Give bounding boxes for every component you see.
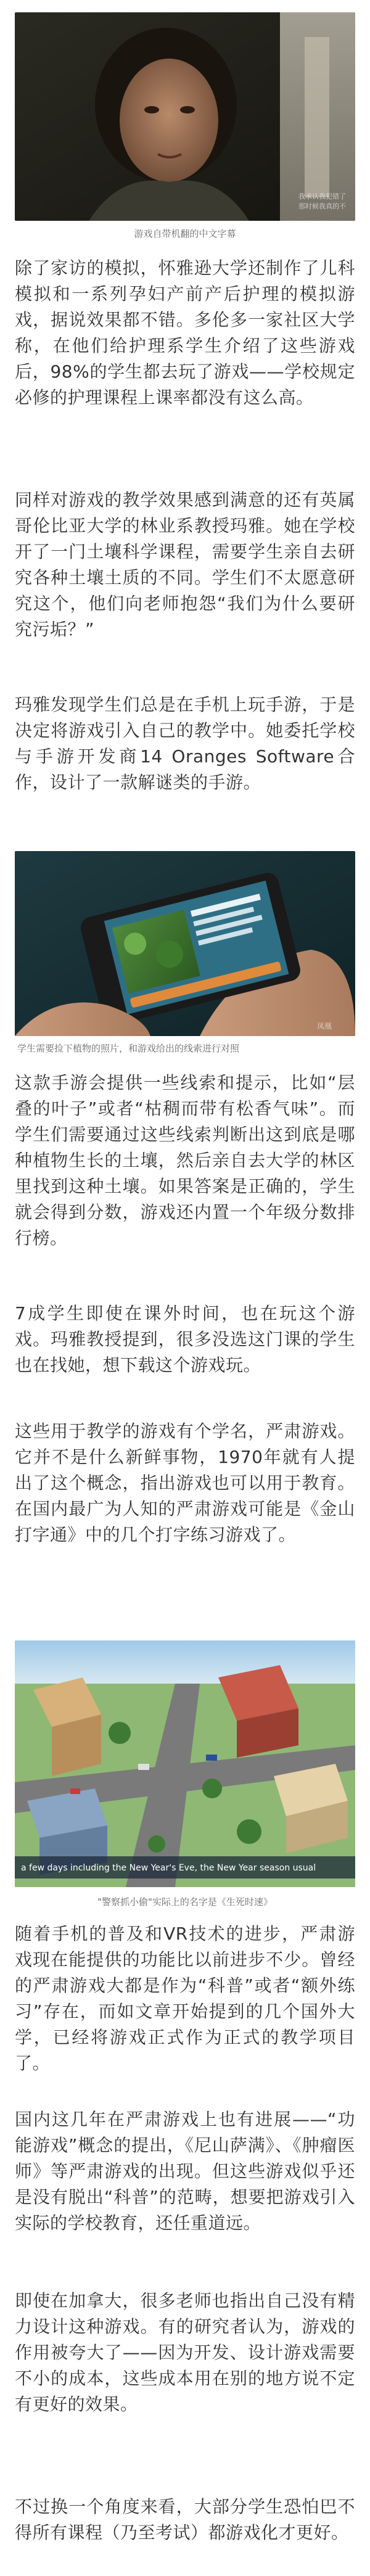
paragraph-3: 玛雅发现学生们总是在手机上玩手游，于是决定将游戏引入自己的教学中。她委托学校与手游开发商14 Oranges Software合作，设计了一款解谜类的手游。 [15, 694, 355, 792]
game-screenshot-image [15, 1640, 355, 1887]
paragraph-2: 同样对游戏的教学效果感到满意的还有英属哥伦比亚大学的林业系教授玛雅。她在学校开了一门土壤科学课程，需要学生亲自去研究各种土壤土质的不同。学生们不太愿意研究这个，他们向老师抱怨“我们为什么要研究污垢？” [15, 490, 355, 640]
paragraph-10: 不过换一个角度来看，大部分学生恐怕巴不得所有课程（乃至考试）都游戏化才更好。 [15, 2496, 355, 2543]
paragraph-7: 随着手机的普及和VR技术的进步，严肃游戏现在能提供的功能比以前进步不少。曾经的严肃游戏大都是作为“科普”或者“额外练习”存在，而如文章开始提到的几个国外大学，已经将游戏正式作为正式的教学项目了。 [15, 1924, 355, 2073]
film-still-image [15, 12, 355, 221]
figure-2-caption: 学生需要捡下植物的照片，和游戏给出的线索进行对照 [17, 1043, 240, 1054]
figure-game-screenshot [15, 1640, 355, 1887]
paragraph-6: 这些用于教学的游戏有个学名，严肃游戏。它并不是什么新鲜事物，1970年就有人提出了这个概念，指出游戏也可以用于教育。在国内最广为人知的严肃游戏可能是《金山打字通》中的几个打字练习游戏了。 [15, 1421, 355, 1545]
phone-photo-image [15, 851, 355, 1036]
figure-1-caption: 游戏自带机翻的中文字幕 [134, 228, 236, 239]
figure-phone-photo [15, 851, 355, 1036]
paragraph-8: 国内这几年在严肃游戏上也有进展——“功能游戏”概念的提出，《尼山萨满》、《肿瘤医师》等严肃游戏的出现。但这些游戏似乎还是没有脱出“科普”的范畴，想要把游戏引入实际的学校教育，还任重道远。 [15, 2109, 355, 2233]
film-subtitle-line-1: 我承认我犯错了 [298, 192, 346, 200]
paragraph-1: 除了家访的模拟，怀雅逊大学还制作了儿科模拟和一系列孕妇产前产后护理的模拟游戏，据说效果都不错。多伦多一家社区大学称，在他们给护理系学生介绍了这些游戏后，98%的学生都去玩了游戏——学校规定必修的护理课程上课率都没有这么高。 [15, 258, 355, 408]
figure-film-still [15, 12, 355, 221]
paragraph-4: 这款手游会提供一些线索和提示，比如“层叠的叶子”或者“枯稠而带有松香气味”。而学生们需要通过这些线索判断出这到底是哪种植物生长的土壤，然后亲自去大学的林区里找到这种土壤。如果答案是正确的，学生就会得到分数，游戏还内置一个年级分数排行榜。 [15, 1072, 355, 1248]
phone-photo-watermark: 凤凰 [317, 1022, 332, 1031]
film-subtitle-line-2: 那时候我真的不 [298, 202, 346, 210]
game-banner-text: a few days including the New Year's Eve, the New Year season usual [21, 1863, 316, 1873]
paragraph-5: 7成学生即使在课外时间，也在玩这个游戏。玛雅教授提到，很多没选这门课的学生也在找她，想下载这个游戏玩。 [15, 1303, 355, 1375]
figure-3-caption: "警察抓小偷"实际上的名字是《生死时速》 [97, 1896, 273, 1907]
paragraph-9: 即使在加拿大，很多老师也指出自己没有精力设计这种游戏。有的研究者认为，游戏的作用被夸大了——因为开发、设计游戏需要不小的成本，这些成本用在别的地方说不定有更好的效果。 [15, 2290, 355, 2414]
